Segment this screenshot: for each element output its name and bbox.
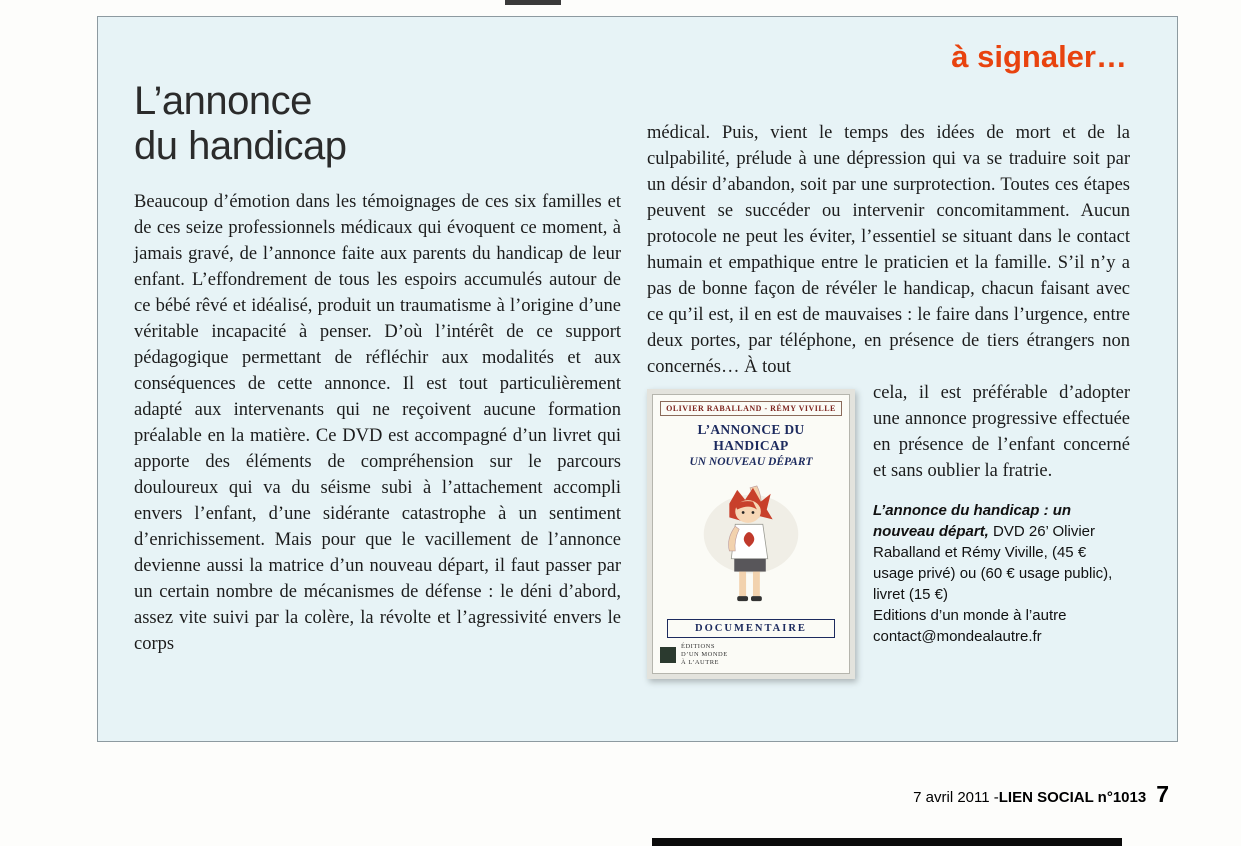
title-line2: du handicap <box>134 124 347 168</box>
publisher-logo-icon <box>660 647 676 663</box>
dvd-genre: DOCUMENTAIRE <box>667 619 834 638</box>
article-text-right-1: médical. Puis, vient le temps des idées de mort et de la culpabilité, prélude à une dépression qui va se traduire soit par un désir d’abandon, soit par une surprotection. Toutes ces étapes peuvent se succéder ou intervenir concomitamment. Aucun protocole ne peut les éviter, l’essentiel se situant dans le contact humain et empathique entre le praticien et la famille. S’il n’y a pas de bonne façon de révéler le handicap, chacun faisant avec ce qu’il est, il en est de mauvaises : le faire dans l’urgence, entre deux portes, par téléphone, en présence de tiers étrangers non concernés… À tout <box>647 123 1130 377</box>
dvd-title: L’ANNONCE DU HANDICAP <box>697 422 805 453</box>
section-label: à signaler… <box>951 39 1127 74</box>
dvd-subtitle: UN NOUVEAU DÉPART <box>689 456 813 468</box>
page-title <box>134 79 621 169</box>
dvd-cover <box>652 394 850 674</box>
caption-contact: contact@mondealautre.fr <box>873 628 1042 645</box>
article-text-left: Beaucoup d’émotion dans les témoignages de ces six familles et de ces seize professionnels médicaux qui évoquent ce moment, à jamais gravé, de l’annonce faite aux parents du handicap de leur enfant. L’effondrement de tous les espoirs accumulés autour de ce bébé rêvé et idéalisé, produit un traumatisme à l’origine d’une véritable incapacité à penser. D’où l’intérêt de ce support pédagogique permettant de réfléchir aux modalités et aux conséquences de cette annonce. Il est tout particulièrement adapté aux intervenants qui ne reçoivent aucune formation préalable en la matière. Ce DVD est accompagné d’un livret qui apporte des éléments de compréhension sur le parcours douloureux qui va du séisme subi à l’attachement accompli envers l’enfant, d’une sidérante catastrophe à un sentiment d’enrichissement. Mais pour que le vacillement de l’annonce devienne aussi la matrice d’un nouveau départ, il faut passer par un certain nombre de mécanismes de défense : le déni d’abord, assez vite suivi par la colère, la révolte et l’agressivité envers le corps <box>134 192 621 654</box>
dvd-publisher <box>660 643 842 667</box>
footer-magazine: LIEN SOCIAL n°1013 <box>998 789 1147 806</box>
title-line1: L’annonce <box>134 79 312 123</box>
dvd-cover-figure <box>647 389 855 679</box>
dvd-authors: OLIVIER RABALLAND - RÉMY VIVILLE <box>660 401 842 416</box>
caption-details: DVD 26’ Olivier Raballand et Rémy Viville, (45 € usage privé) ou (60 € usage public), livret (15 €) <box>873 523 1113 603</box>
caption-title: L’annonce du handicap : un nouveau départ, <box>873 502 1072 540</box>
right-column <box>647 120 1130 683</box>
article-panel <box>97 16 1178 742</box>
girl-illustration-icon <box>691 480 811 608</box>
scan-artifact-top <box>505 0 561 5</box>
footer-page-number: 7 <box>1156 781 1169 807</box>
article-text-right-2: cela, il est préférable d’adopter une annonce progressive effectuée en présence de l’enfant concerné et sans oublier la fratrie. <box>873 383 1130 481</box>
left-column <box>134 79 621 657</box>
caption-publisher: Editions d’un monde à l’autre <box>873 607 1067 624</box>
dvd-publisher-name: ÉDITIONS D’UN MONDE À L’AUTRE <box>681 643 728 666</box>
scan-artifact-bottom <box>652 838 1122 846</box>
dvd-cover-illustration <box>660 468 842 619</box>
footer-date: 7 avril 2011 - <box>913 789 999 806</box>
page-footer <box>913 781 1169 808</box>
